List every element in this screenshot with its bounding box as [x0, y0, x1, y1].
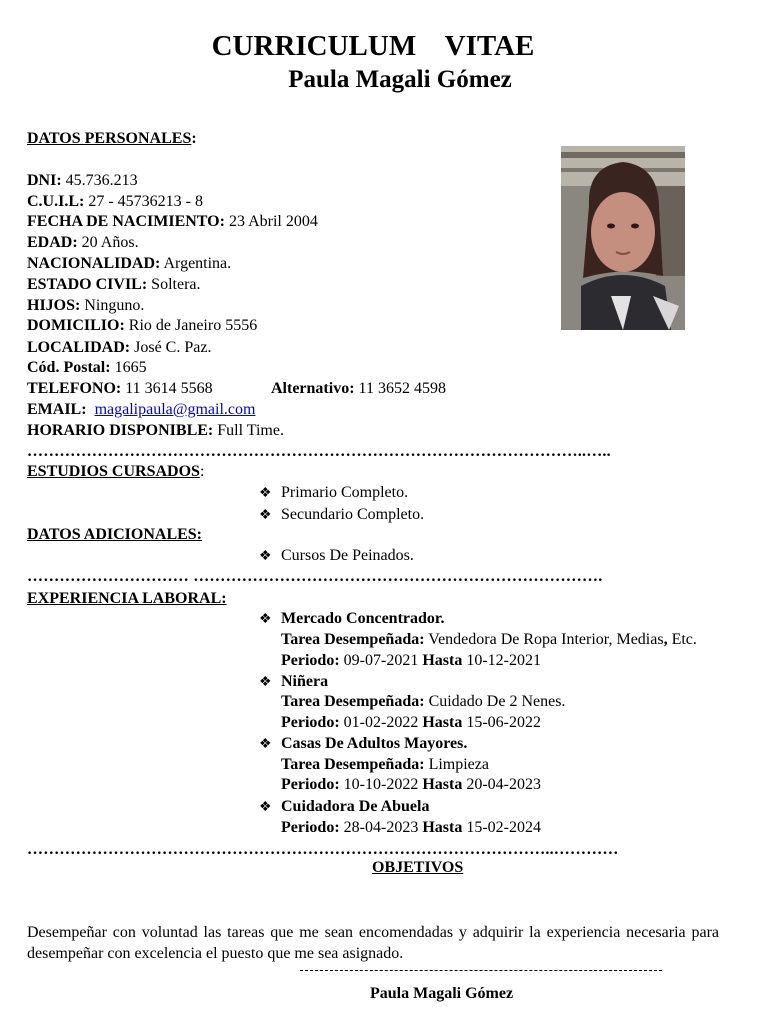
job-period: Periodo: 10-10-2022 Hasta 20-04-2023 [281, 776, 541, 793]
experience-heading: EXPERIENCIA LABORAL: [27, 590, 227, 607]
email-row [27, 400, 255, 421]
postal-code-row: Cód. Postal: 1665 [27, 359, 147, 376]
profile-photo [561, 146, 685, 330]
signature-line [300, 970, 662, 971]
diamond-bullet-icon: ❖ [259, 737, 272, 752]
dni-row: DNI: 45.736.213 [27, 172, 138, 189]
phone-value: 11 3614 5568 [125, 380, 213, 397]
phone-label: TELEFONO: [27, 380, 122, 397]
alt-phone-value: 11 3652 4598 [358, 380, 446, 397]
additional-heading: DATOS ADICIONALES: [27, 526, 203, 543]
email-link[interactable]: magalipaula@gmail.com [94, 401, 256, 418]
civil-status-row: ESTADO CIVIL: Soltera. [27, 276, 201, 293]
children-row: HIJOS: Ninguno. [27, 297, 145, 314]
birthdate-row: FECHA DE NACIMIENTO: 23 Abril 2004 [27, 213, 318, 230]
list-item: ❖ Primario Completo. [259, 483, 408, 505]
diamond-bullet-icon: ❖ [259, 486, 272, 501]
job-title: ❖ Niñera [259, 672, 328, 694]
candidate-name: Paula Magali Gómez [288, 66, 512, 93]
personal-data-heading: DATOS PERSONALES: [27, 130, 197, 147]
job-task: Tarea Desempeñada: Cuidado De 2 Nenes. [281, 693, 566, 710]
objectives-text: Desempeñar con voluntad las tareas que me sean encomendadas y adquirir la experiencia necesaria para desempeñar con excelencia el puesto que me sea asignado. [27, 924, 719, 962]
diamond-bullet-icon: ❖ [259, 800, 272, 815]
alt-phone [271, 379, 446, 400]
job-period: Periodo: 09-07-2021 Hasta 10-12-2021 [281, 652, 541, 669]
alt-phone-label: Alternativo: [271, 380, 355, 397]
job-task: Tarea Desempeñada: Limpieza [281, 756, 489, 773]
studies-heading: ESTUDIOS CURSADOS: [27, 463, 205, 480]
cv-title: CURRICULUM VITAE [211, 30, 535, 62]
job-title: ❖ Cuidadora De Abuela [259, 797, 429, 819]
job-title: ❖ Casas De Adultos Mayores. [259, 734, 467, 756]
diamond-bullet-icon: ❖ [259, 675, 272, 690]
email-label: EMAIL: [27, 401, 87, 418]
diamond-bullet-icon: ❖ [259, 549, 272, 564]
locality-row: LOCALIDAD: José C. Paz. [27, 339, 212, 356]
diamond-bullet-icon: ❖ [259, 508, 272, 523]
dotted-separator: …………………………………………………………………………………………..….. [27, 443, 611, 460]
objectives-heading: OBJETIVOS [372, 859, 464, 876]
job-period: Periodo: 01-02-2022 Hasta 15-06-2022 [281, 714, 541, 731]
list-item: ❖ Cursos De Peinados. [259, 546, 414, 568]
dotted-separator: ……………………………………………………………………………………..………… [27, 841, 619, 858]
list-item: ❖ Secundario Completo. [259, 505, 424, 527]
address-row: DOMICILIO: Rio de Janeiro 5556 [27, 317, 258, 334]
phone-row [27, 379, 213, 400]
job-title: ❖ Mercado Concentrador. [259, 609, 445, 631]
job-period: Periodo: 28-04-2023 Hasta 15-02-2024 [281, 819, 541, 836]
cuil-row: C.U.I.L: 27 - 45736213 - 8 [27, 193, 203, 210]
schedule-row: HORARIO DISPONIBLE: Full Time. [27, 422, 284, 439]
dotted-separator: ………………………… …………………………………………………………………. [27, 568, 603, 585]
nationality-row: NACIONALIDAD: Argentina. [27, 255, 232, 272]
diamond-bullet-icon: ❖ [259, 612, 272, 627]
signature-name: Paula Magali Gómez [370, 985, 514, 1002]
age-row: EDAD: 20 Años. [27, 234, 139, 251]
job-task: Tarea Desempeñada: Vendedora De Ropa Interior, Medias, Etc. [281, 631, 697, 648]
